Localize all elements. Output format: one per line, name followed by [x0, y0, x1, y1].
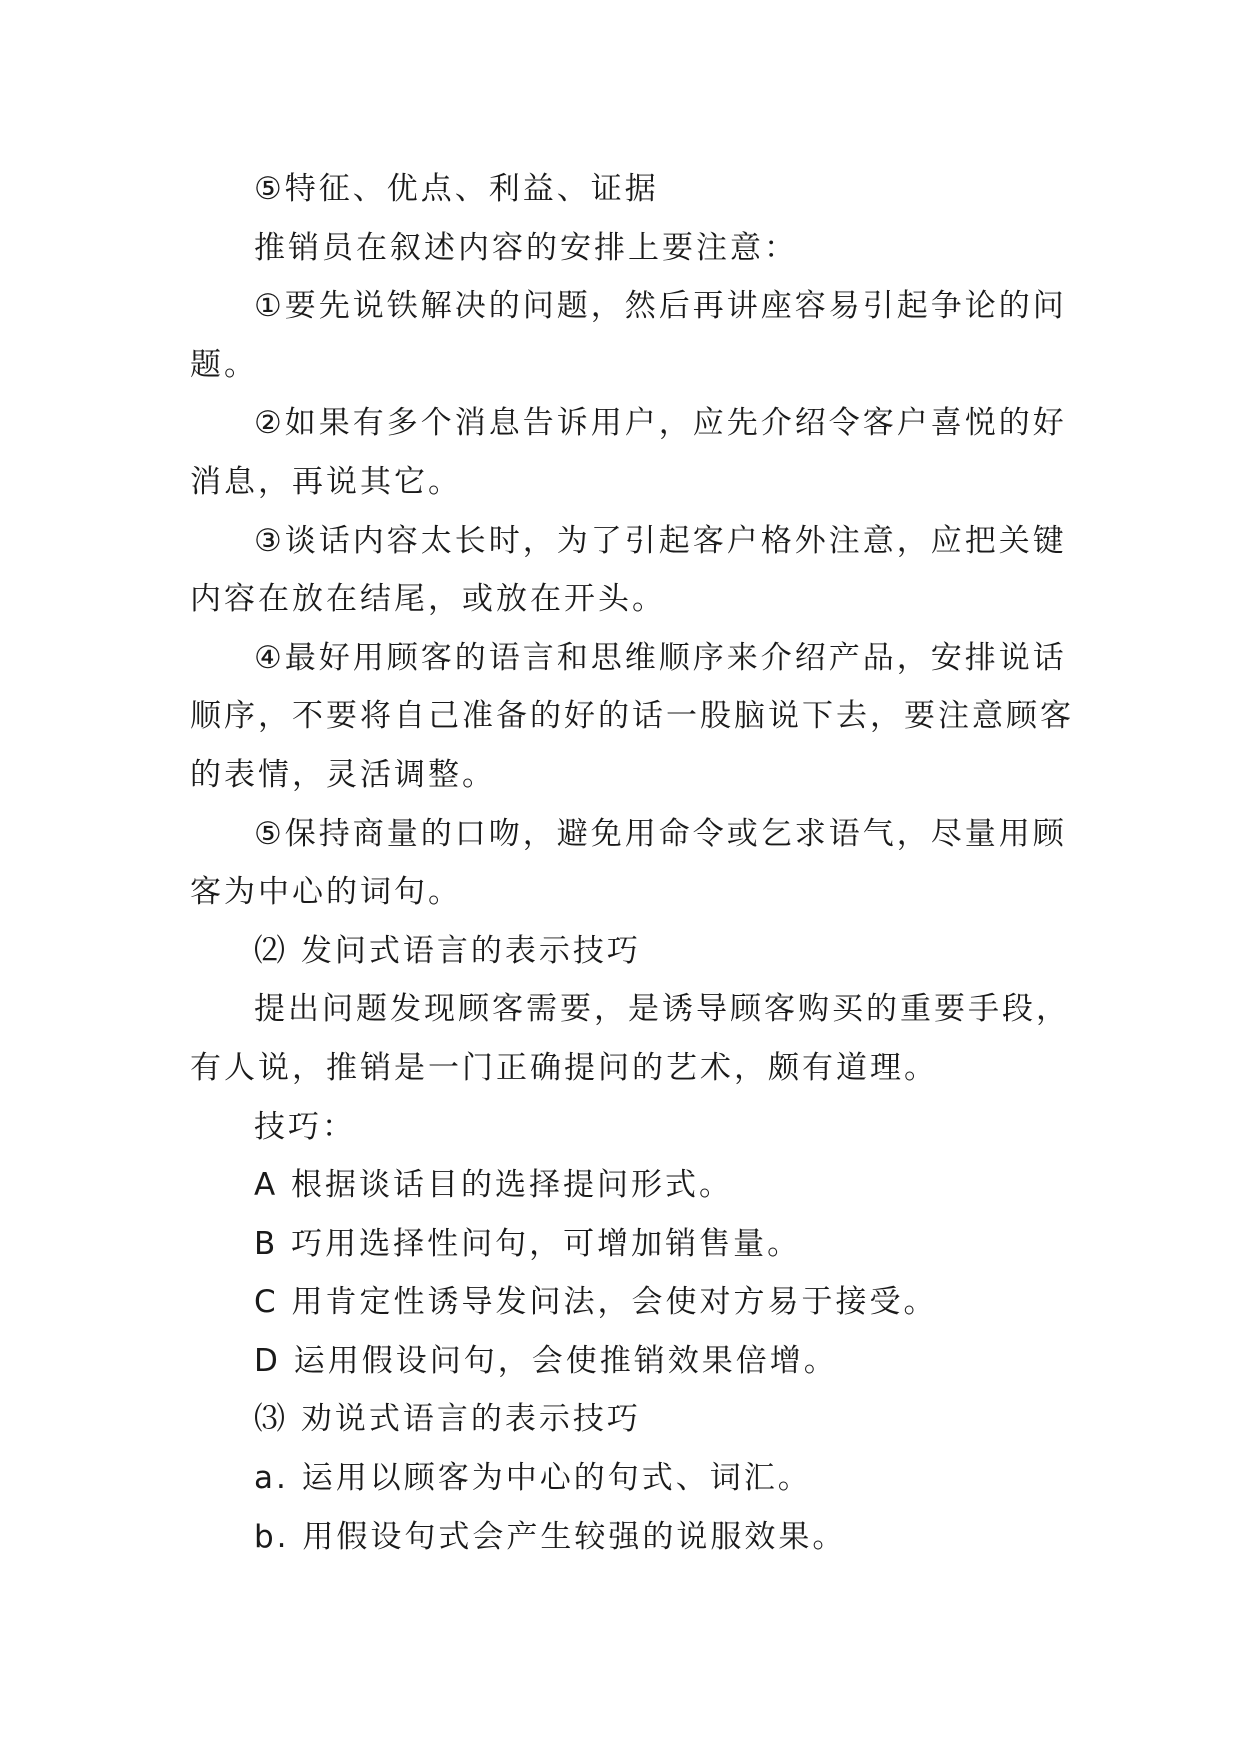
section-heading: ⑵ 发问式语言的表示技巧 — [254, 932, 641, 969]
text-line: 的表情，灵活调整。 — [190, 756, 496, 793]
text-line: ⑤保持商量的口吻，避免用命令或乞求语气，尽量用顾 — [254, 815, 1067, 852]
text-line: 推销员在叙述内容的安排上要注意： — [254, 229, 798, 266]
list-item: A 根据谈话目的选择提问形式。 — [254, 1167, 734, 1204]
text-line: ④最好用顾客的语言和思维顺序来介绍产品，安排说话 — [254, 639, 1067, 676]
list-item: b. 用假设句式会产生较强的说服效果。 — [254, 1518, 847, 1555]
text-line: ⑤特征、优点、利益、证据 — [254, 171, 659, 207]
text-line: 内容在放在结尾，或放在开头。 — [190, 581, 666, 618]
document-body — [190, 160, 1074, 1566]
text-line: 题。 — [190, 346, 258, 383]
list-item: a. 运用以顾客为中心的句式、词汇。 — [254, 1460, 812, 1497]
list-item: C 用肯定性诱导发问法，会使对方易于接受。 — [254, 1284, 938, 1321]
section-heading: ⑶ 劝说式语言的表示技巧 — [254, 1401, 641, 1438]
text-line: 消息，再说其它。 — [190, 463, 462, 500]
list-item: B 巧用选择性问句，可增加销售量。 — [254, 1225, 802, 1262]
text-line: ③谈话内容太长时，为了引起客户格外注意，应把关键 — [254, 522, 1067, 559]
text-line: 有人说，推销是一门正确提问的艺术，颇有道理。 — [190, 1049, 938, 1086]
list-item: D 运用假设问句，会使推销效果倍增。 — [254, 1342, 838, 1379]
text-line: ①要先说铁解决的问题，然后再讲座容易引起争论的问 — [254, 288, 1067, 325]
text-line: 提出问题发现顾客需要，是诱导顾客购买的重要手段， — [254, 991, 1070, 1028]
text-line: 客为中心的词句。 — [190, 874, 462, 911]
text-line: 技巧： — [254, 1108, 356, 1145]
text-line: 顺序，不要将自己准备的好的话一股脑说下去，要注意顾客 — [190, 698, 1074, 735]
text-line: ②如果有多个消息告诉用户，应先介绍令客户喜悦的好 — [254, 405, 1067, 442]
